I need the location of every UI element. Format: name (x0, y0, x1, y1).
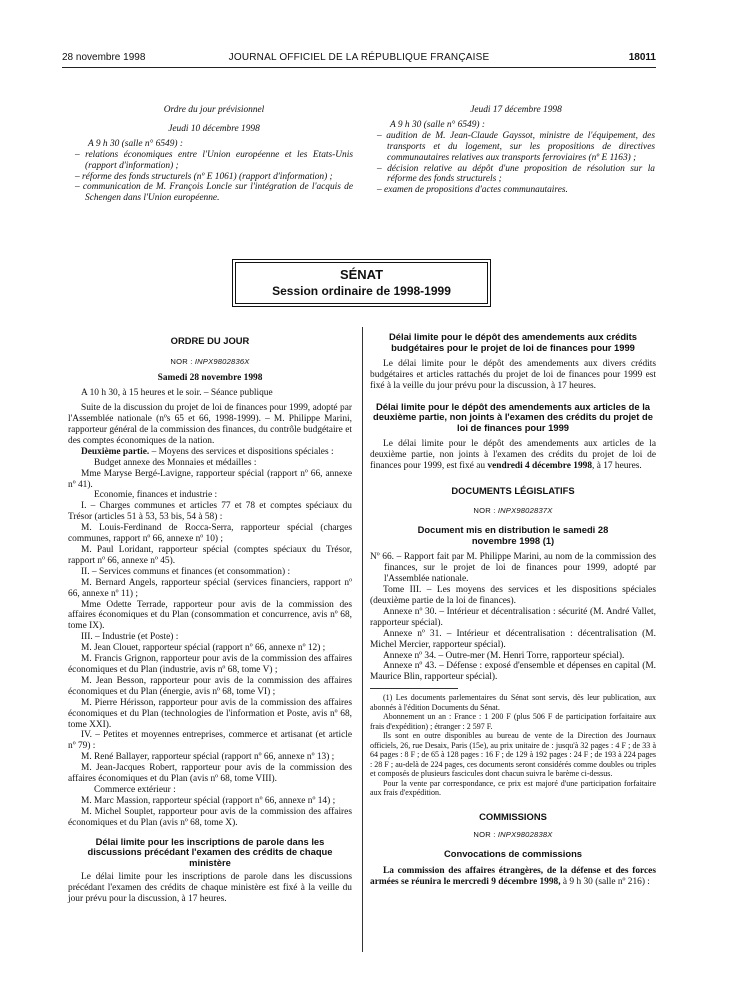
delai-inscriptions-text: Le délai limite pour les inscriptions de parole dans les discussions précédant l'examen des crédits de chaque ministère est fixé à la veille du jour prévu pour la discussion, à 17 heures. (68, 872, 352, 904)
footnote: Abonnement un an : France : 1 200 F (plus 506 F de participation forfaitaire aux frais d'expédition) ; étranger : 2 597 F. (370, 712, 656, 731)
delai-articles-text: Le délai limite pour le dépôt des amendements aux articles de la deuxième partie, non joints à l'examen des crédits du projet de loi de finances pour 1999, est fixé au vendredi 4 décembre 1998, à 17 heures. (370, 439, 656, 472)
agenda-lines (68, 458, 352, 829)
agenda-line: II. – Services communs et finances (et consommation) : (81, 566, 291, 577)
column-divider (362, 327, 363, 952)
agenda-item: – décision relative au dépôt d'une proposition de résolution sur la réforme des fonds structurels ; (377, 163, 655, 185)
session-date: Samedi 28 novembre 1998 (157, 373, 263, 384)
agenda-line: M. Pierre Hérisson, rapporteur pour avis de la commission des affaires économiques et du Plan (technologies de l'information et Poste, avis nº 68, tome XXI). (68, 697, 352, 730)
agenda-heading: Ordre du jour prévisionnel (163, 105, 265, 115)
session-title: Session ordinaire de 1998-1999 (272, 284, 451, 298)
document-line: Nº 66. – Rapport fait par M. Philippe Marini, au nom de la commission des finances, sur le projet de loi de finances pour 1999, adopté par l'Assemblée nationale. (370, 552, 656, 585)
agenda-line: M. Paul Loridant, rapporteur spécial (comptes spéciaux du Trésor, rapport nº 66, annexe nº 45). (68, 545, 352, 566)
left-column (68, 336, 352, 905)
document-line: Tome III. – Les moyens des services et les dispositions spéciales (deuxième partie de la loi de finances). (370, 585, 656, 606)
document-line: Annexe nº 30. – Intérieur et décentralisation : sécurité (M. André Vallet, rapporteur spécial). (370, 606, 656, 628)
agenda-line: M. Louis-Ferdinand de Rocca-Serra, rapporteur spécial (charges communes, rapport nº 66, annexe nº 10) ; (68, 523, 352, 545)
agenda-line: Budget annexe des Monnaies et médailles : (94, 457, 257, 468)
document-line: Annexe nº 31. – Intérieur et décentralisation : décentralisation (M. Michel Mercier, rapporteur spécial). (370, 628, 656, 650)
header-date: 28 novembre 1998 (62, 52, 146, 63)
document-line: Annexe nº 34. – Outre-mer (M. Henri Torre, rapporteur spécial). (383, 650, 625, 661)
page-number: 18011 (628, 52, 656, 63)
agenda-line: M. René Ballayer, rapporteur spécial (rapport nº 66, annexe nº 13) ; (81, 752, 335, 763)
discussion-intro: Suite de la discussion du projet de loi de finances pour 1999, adopté par l'Assemblée nationale (nºs 65 et 66, 1998-1999). – M. Philippe Marini, rapporteur général de la commission des finances, du contrôle budgétaire et des comptes économiques de la nation. (68, 403, 352, 446)
agenda-line: IV. – Petites et moyennes entreprises, commerce et artisanat (et article nº 79) : (68, 730, 352, 752)
agenda-line: M. Jean Besson, rapporteur pour avis de la commission des affaires économiques et du Plan (énergie, avis nº 68, tome VI) ; (68, 675, 352, 697)
page-header (62, 52, 656, 66)
agenda-item: – communication de M. François Loncle sur l'intégration de l'acquis de Schengen dans l'Union européenne. (75, 182, 353, 204)
agenda-time: A 9 h 30 (salle n° 6549) : (88, 138, 183, 149)
footnote-rule (370, 688, 458, 689)
agenda-line: M. Francis Grignon, rapporteur pour avis de la commission des affaires économiques et du Plan (industrie, avis nº 68, tome V) ; (68, 654, 352, 675)
documents-heading: DOCUMENTS LÉGISLATIFS (451, 484, 575, 496)
agenda-line: M. Jean-Jacques Robert, rapporteur pour avis de la commission des affaires économiques et du Plan (avis nº 68, tome VIII). (68, 763, 352, 785)
agenda-line: I. – Charges communes et articles 77 et 78 et comptes spéciaux du Trésor (articles 51 à 53, 53 bis, 54 à 58) : (68, 501, 352, 523)
senat-title: SÉNAT (339, 267, 384, 282)
agenda-item: – examen de propositions d'actes communautaires. (377, 185, 568, 196)
delai-credits-text: Le délai limite pour le dépôt des amendements aux divers crédits budgétaires et articles rattachés du projet de loi de finances pour 1999 est fixé à la veille du jour prévu pour la discussion, à 17 heures. (370, 359, 656, 391)
nor-reference: NOR : INPX9802837X (473, 506, 553, 516)
agenda-item: – relations économiques entre l'Union européenne et les Etats-Unis (rapport d'information) ; (75, 149, 353, 171)
agenda-item: – audition de M. Jean-Claude Gayssot, ministre de l'équipement, des transports et du logement, sur les propositions de directives communautaires relatives aux transports ferroviaires (nº E 1163) ; (377, 130, 655, 163)
agenda-date: Jeudi 10 décembre 1998 (168, 123, 260, 134)
delai-inscriptions-heading: Délai limite pour les inscriptions de parole dans les discussions précédant l'examen des crédits de chaque ministère (87, 835, 333, 868)
document-line: Annexe nº 43. – Défense : exposé d'ensemble et dépenses en capital (M. Maurice Blin, rapporteur spécial). (370, 661, 656, 683)
agenda-line: III. – Industrie (et Poste) : (81, 632, 179, 643)
agenda-line: M. Marc Massion, rapporteur spécial (rapport nº 66, annexe nº 14) ; (81, 795, 336, 806)
agenda-line: Economie, finances et industrie : (94, 490, 218, 501)
header-rule (62, 67, 656, 68)
delai-articles-heading: Délai limite pour le dépôt des amendements aux articles de la deuxième partie, non joints à l'examen des crédits du projet de loi de finances pour 1999 (373, 400, 653, 433)
agenda-item: – réforme des fonds structurels (nº E 1061) (rapport d'information) ; (75, 171, 333, 182)
nor-reference: NOR : INPX9802836X (170, 356, 250, 366)
agenda-dec-10 (75, 105, 353, 204)
agenda-date: Jeudi 17 décembre 1998 (470, 105, 562, 115)
session-time: A 10 h 30, à 15 heures et le soir. – Séance publique (81, 388, 273, 399)
convocation-text: La commission des affaires étrangères, de la défense et des forces armées se réunira le mercredi 9 décembre 1998, à 9 h 30 (salle nº 216) : (370, 865, 656, 887)
journal-title: JOURNAL OFFICIEL DE LA RÉPUBLIQUE FRANÇAISE (228, 52, 490, 63)
commissions-heading: COMMISSIONS (479, 810, 547, 822)
documents-subheading: Document mis en distribution le samedi 28 novembre 1998 (1) (417, 524, 609, 546)
agenda-line: M. Bernard Angels, rapporteur spécial (services financiers, rapport nº 66, annexe nº 11) ; (68, 577, 352, 599)
documents-list (370, 552, 656, 683)
agenda-line: M. Michel Souplet, rapporteur pour avis de la commission des affaires économiques et du Plan (avis nº 68, tome X). (68, 806, 352, 828)
part-intro: Deuxième partie. – Moyens des services et dispositions spéciales : (81, 446, 334, 457)
agenda-dec-17 (377, 105, 655, 196)
nor-reference: NOR : INPX9802838X (473, 830, 553, 840)
delai-credits-heading: Délai limite pour le dépôt des amendements aux crédits budgétaires pour le projet de loi de finances pour 1999 (389, 331, 637, 353)
footnote: Pour la vente par correspondance, ce prix est majoré d'une participation forfaitaire aux frais d'expédition. (370, 778, 656, 798)
agenda-line: M. Jean Clouet, rapporteur spécial (rapport nº 66, annexe nº 12) ; (81, 643, 326, 654)
footnote: Ils sont en outre disponibles au bureau de vente de la Direction des Journaux officiels, 26, rue Desaix, Paris (15e), au prix unitaire de : jusqu'à 32 pages : 4 F ; de 33 à 64 pages : 8 F ; de 65 à 128 pages : 16 F ; de 129 à 192 pages : 24 F ; de 193 à 224 pages : 28 F ; au-delà de 224 pages, ces documents seront considérés comme doubles ou triples et composés de plusieurs fascicules dont chacun suivra le barème ci-dessus. (370, 731, 656, 779)
convocations-heading: Convocations de commissions (443, 848, 583, 860)
agenda-line: Mme Odette Terrade, rapporteur pour avis de la commission des affaires économiques et du Plan (consommation et concurrence, avis nº 68, tome IX). (68, 599, 352, 632)
right-column (370, 332, 656, 887)
agenda-line: Mme Maryse Bergé-Lavigne, rapporteur spécial (rapport nº 66, annexe nº 41). (68, 468, 352, 490)
footnote: (1) Les documents parlementaires du Sénat sont servis, dès leur publication, aux abonnés à l'édition Documents du Sénat. (370, 693, 656, 712)
senat-title-box (232, 259, 491, 307)
agenda-line: Commerce extérieur : (94, 784, 176, 795)
agenda-time: A 9 h 30 (salle n° 6549) : (390, 119, 485, 130)
ordre-du-jour-heading: ORDRE DU JOUR (170, 335, 250, 346)
